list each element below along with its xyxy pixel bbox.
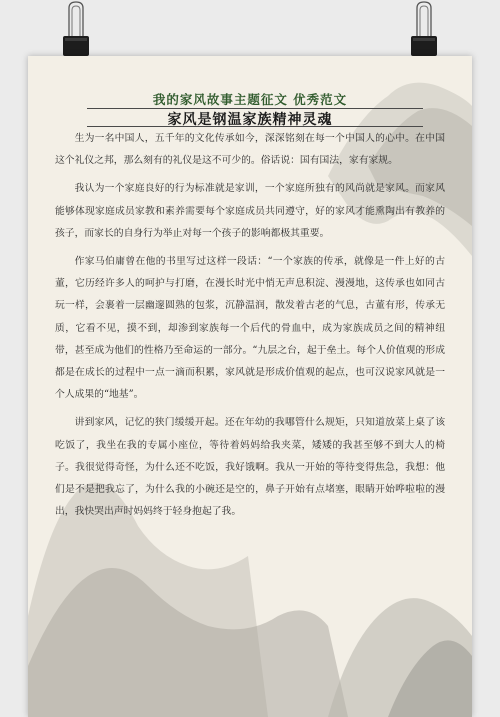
essay-paragraph-2: 我认为一个家庭良好的行为标准就是家训，一个家庭所独有的风尚就是家风。而家风能够体现家庭成员家教和素养需要每个家庭成员共同遵守，好的家风才能熏陶出有教养的孩子，而家长的自身行为举止对每一个孩子的影响都极其重要。 bbox=[55, 183, 445, 239]
essay-paragraph-3: 作家马伯庸曾在他的书里写过这样一段话：“一个家族的传承，就像是一件上好的古董，它历经许多人的呵护与打磨，在漫长时光中悄无声息积淀、漫漫地，这传承也如同古玩一样，会裹着一层幽邃圆熟的包浆，沉静温润，散发着古老的气息，古董有形，传承无质，它看不见，摸不到，却渗到家族每一个后代的骨血中，成为家族成员之间的精神纽带，甚至成为他们的性格乃至命运的一部分。“九层之台，起于垒土。每个人价值观的形成都是在成长的过程中一点一滴而积累，家风就是形成价值观的起点，也可汉说家风就是一个人成果的“地基”。 bbox=[55, 256, 445, 401]
binder-clip-left bbox=[60, 0, 92, 58]
essay-body bbox=[55, 128, 445, 523]
essay-title: 家风是钢温家族精神灵魂 bbox=[167, 112, 333, 128]
essay-paragraph-4: 讲到家风，记忆的狭门缓缓开起。还在年幼的我哪管什么规矩，只知道放菜上桌了该吃饭了，我坐在我的专属小座位，等待着妈妈给我夹菜，矮矮的我甚至够不到大人的椅子。我很觉得奇怪，为什么还不吃饭，我好饿啊。我从一开始的等待变得焦急，我想：他们是不是把我忘了，为什么我的小碗还是空的，鼻子开始有点堵塞，眼睛开始哗啦啦的漫出，我快哭出声时妈妈终于轻身抱起了我。 bbox=[55, 417, 445, 518]
heading-divider-bottom bbox=[87, 126, 423, 127]
essay-paragraph-1: 生为一名中国人，五千年的文化传承如今，深深铭刻在每一个中国人的心中。在中国这个礼仪之邦，那么刻有的礼仪是这不可少的。俗话说：国有国法，家有家规。 bbox=[55, 133, 445, 167]
essay-poster bbox=[28, 56, 472, 717]
essay-contest-heading: 我的家风故事主题征文 优秀范文 bbox=[152, 92, 348, 107]
binder-clip-right bbox=[408, 0, 440, 58]
